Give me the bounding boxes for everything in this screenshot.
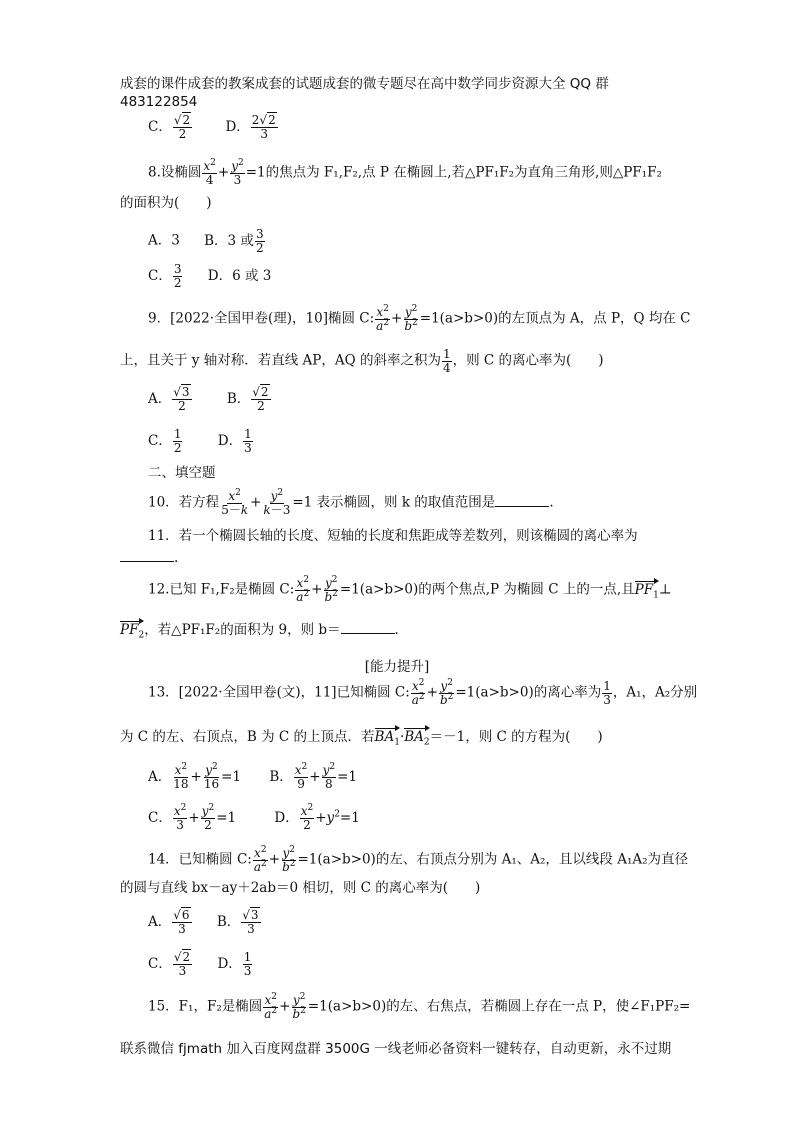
- q13-option-d: D． $\frac{x^2}{2}$ $+y^2=1$: [274, 803, 360, 832]
- q7-option-d: D． $\frac{2√2}{3}$: [225, 113, 276, 141]
- q9-options-cd: [148, 428, 254, 454]
- q11-blank[interactable]: [120, 560, 174, 562]
- q13-line-1: 13．[2022·全国甲卷(文)，11]已知椭圆 C: $\frac{x^2}{a^2}$ + $\frac{y^2}{b^2}$ =1(a>b>0)的离心率为 $\frac{1}{3}$ ，A₁，A₂分别: [148, 678, 698, 707]
- q12-blank[interactable]: [341, 632, 395, 634]
- q8-options-cd: [148, 263, 271, 289]
- q13-option-a: A． $\frac{x^2}{18}$ + $\frac{y^2}{16}$ =1: [148, 762, 242, 791]
- q8-option-d: D．6 或 3: [207, 267, 272, 284]
- q9-option-b: B． $\frac{√2}{2}$: [226, 385, 269, 413]
- q14-options-ab: [148, 909, 262, 935]
- q13-options-ab: [148, 764, 357, 790]
- q8-option-c: C． $\frac{3}{2}$: [148, 262, 182, 290]
- q8-options-ab: [148, 228, 266, 254]
- q14-option-c: C． $\frac{√2}{3}$: [148, 950, 191, 978]
- header-line-2: 483122854: [120, 94, 198, 110]
- q13-line-2: 为 C 的左、右顶点，B 为 C 的上顶点．若$BA_1\cdot BA_2=-1$，则 C 的方程为( ): [120, 729, 603, 748]
- q13-options-cd: [148, 805, 360, 831]
- q14-line-2: 的圆与直线 bx－ay＋2ab＝0 相切，则 C 的离心率为( ): [120, 880, 481, 896]
- section-ability: [能力提升]: [364, 659, 430, 675]
- q10-blank[interactable]: [495, 505, 549, 507]
- q9-option-c: C． $\frac{1}{2}$: [148, 427, 182, 455]
- q8-line-1: 8.设椭圆 $\frac{x^2}{4}$ + $\frac{y^2}{3}$ =1的焦点为 F₁,F₂,点 P 在椭圆上,若△PF₁F₂为直角三角形,则△PF₁F₂: [148, 158, 662, 187]
- q13-option-c: C． $\frac{x^2}{3}$ + $\frac{y^2}{2}$ =1: [148, 803, 237, 832]
- q9-line-2: 上，且关于 y 轴对称．若直线 AP，AQ 的斜率之积为 $\frac{1}{4}$ ，则 C 的离心率为( ): [120, 347, 604, 375]
- q14-options-cd: [148, 951, 253, 977]
- q9-option-d: D． $\frac{1}{3}$: [217, 427, 252, 455]
- q14-option-b: B． $\frac{√3}{3}$: [216, 908, 259, 936]
- q14-option-a: A． $\frac{√6}{3}$: [148, 908, 190, 936]
- q12-line-1: 12.已知 F₁,F₂是椭圆 C: $\frac{x^2}{a^2}$ + $\frac{y^2}{b^2}$ =1(a>b>0)的两个焦点,P 为椭圆 C 上的一点,且$PF_1\perp$: [148, 575, 672, 604]
- q11-line-2: .: [120, 552, 178, 566]
- q10: 10．若方程 $\frac{x^2}{5-k}$ + $\frac{y^2}{k-3}$ =1 表示椭圆，则 k 的取值范围是 .: [148, 488, 554, 517]
- q8-option-b: B．3 或 $\frac{3}{2}$: [204, 227, 264, 255]
- q14-line-1: 14．已知椭圆 C: $\frac{x^2}{a^2}$ + $\frac{y^2}{b^2}$ =1(a>b>0)的左、右顶点分别为 A₁、A₂，且以线段 A₁A₂为直径: [148, 845, 689, 874]
- q7-option-c: C． $\frac{√2}{2}$: [148, 113, 191, 141]
- q9-options-ab: [148, 386, 272, 412]
- q9-option-a: A． $\frac{√3}{2}$: [148, 385, 190, 413]
- q7-options: [148, 114, 279, 140]
- q15-line-1: 15．F₁，F₂是椭圆 $\frac{x^2}{a^2}$ + $\frac{y^2}{b^2}$ =1(a>b>0)的左、右焦点，若椭圆上存在一点 P，使∠F₁PF₂=: [148, 992, 691, 1021]
- section-fill-in: 二、填空题: [148, 465, 216, 481]
- q12-line-2: $PF_2$，若△PF₁F₂的面积为 9，则 b＝ .: [120, 622, 399, 641]
- q14-option-d: D． $\frac{1}{3}$: [217, 950, 252, 978]
- q8-option-a: A．3: [148, 232, 180, 249]
- q13-option-b: B． $\frac{x^2}{9}$ + $\frac{y^2}{8}$ =1: [269, 762, 357, 791]
- footer-note: 联系微信 fjmath 加入百度网盘群 3500G 一线老师必备资料一键转存，自动更新，永不过期: [120, 1041, 672, 1057]
- q11-line-1: 11．若一个椭圆长轴的长度、短轴的长度和焦距成等差数列，则该椭圆的离心率为: [148, 528, 638, 544]
- header-line-1: 成套的课件成套的教案成套的试题成套的微专题尽在高中数学同步资源大全 QQ 群: [120, 76, 609, 92]
- q9-line-1: 9．[2022·全国甲卷(理)，10]椭圆 C: $\frac{x^2}{a^2}$ + $\frac{y^2}{b^2}$ =1(a>b>0)的左顶点为 A，点 P，Q 均在 C: [148, 304, 691, 333]
- q8-line-2: 的面积为( ): [120, 195, 212, 211]
